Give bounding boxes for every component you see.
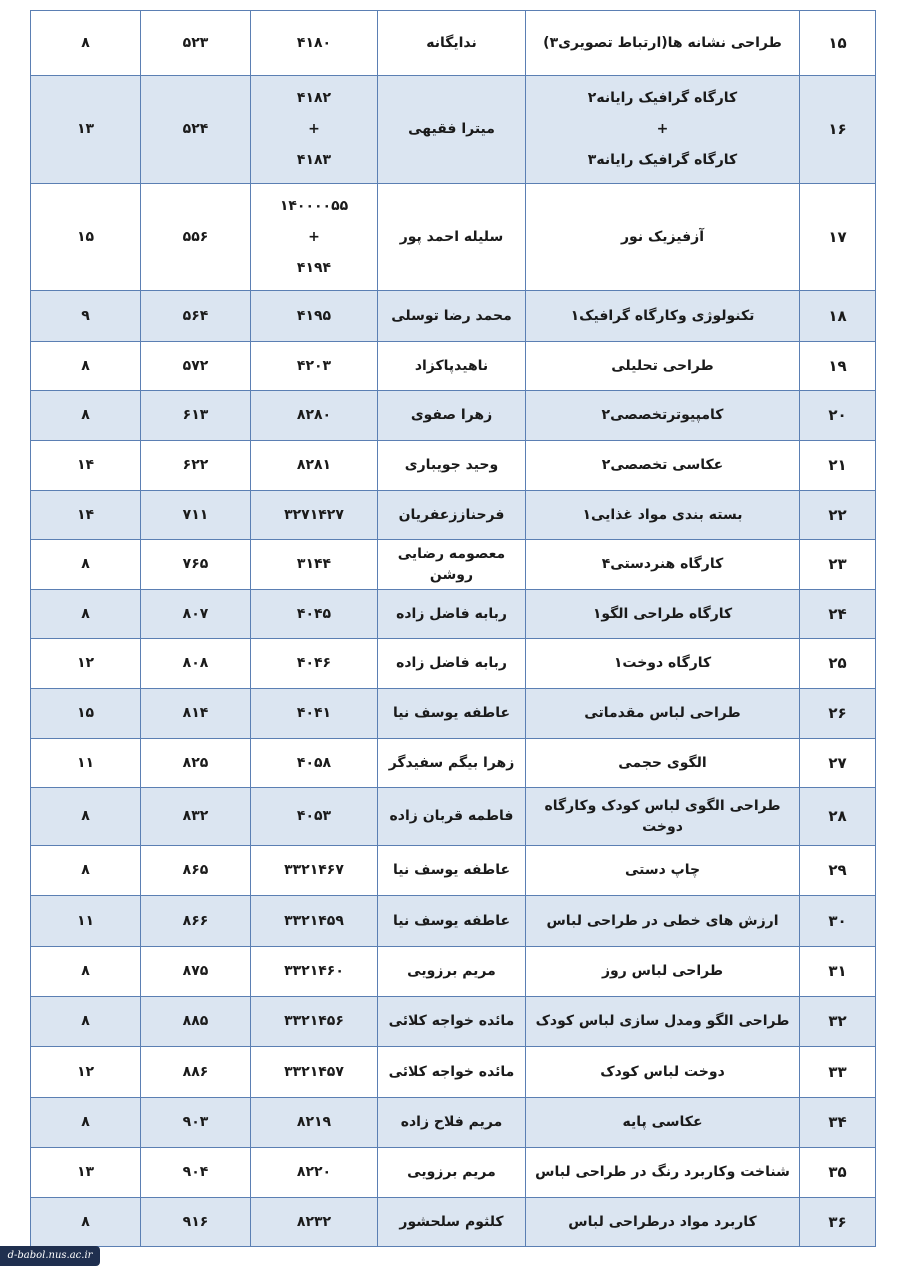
course-code-cell: ۴۰۴۱ bbox=[251, 689, 378, 739]
student-count-cell: ۱۴ bbox=[31, 441, 141, 491]
course-code-cell-line: ۴۱۹۴ bbox=[296, 259, 332, 276]
course-code-cell: ۴۰۵۳ bbox=[251, 788, 378, 846]
student-count-cell: ۱۴ bbox=[31, 491, 141, 540]
instructor-cell: فاطمه قربان زاده bbox=[378, 788, 526, 846]
row-number-cell: ۲۱ bbox=[800, 441, 876, 491]
student-count-cell: ۸ bbox=[31, 1098, 141, 1148]
row-number-cell: ۲۶ bbox=[800, 689, 876, 739]
table-row bbox=[31, 441, 876, 491]
course-title-cell: عکاسی پایه bbox=[526, 1098, 800, 1148]
instructor-cell: وحید جویباری bbox=[378, 441, 526, 491]
course-code-cell: ۴۲۰۳ bbox=[251, 342, 378, 391]
course-code-cell: ۴۱۹۵ bbox=[251, 291, 378, 342]
course-title-cell: کامپیوترتخصصی۲ bbox=[526, 391, 800, 441]
student-count-cell: ۱۲ bbox=[31, 1047, 141, 1098]
table-row bbox=[31, 76, 876, 184]
group-code-cell: ۹۱۶ bbox=[141, 1198, 251, 1247]
course-title-cell: کارگاه طراحی الگو۱ bbox=[526, 590, 800, 639]
group-code-cell: ۷۶۵ bbox=[141, 540, 251, 590]
instructor-cell: محمد رضا توسلی bbox=[378, 291, 526, 342]
instructor-cell: زهرا بیگم سفیدگر bbox=[378, 739, 526, 788]
course-title-cell: آزفیزیک نور bbox=[526, 184, 800, 291]
course-code-cell-line: ۱۴۰۰۰۰۵۵ bbox=[279, 197, 349, 214]
row-number-cell: ۲۸ bbox=[800, 788, 876, 846]
group-code-cell: ۶۱۳ bbox=[141, 391, 251, 441]
student-count-cell: ۱۱ bbox=[31, 739, 141, 788]
instructor-cell: مائده خواجه کلائی bbox=[378, 997, 526, 1047]
row-number-cell: ۱۹ bbox=[800, 342, 876, 391]
course-title-cell: شناخت وکاربرد رنگ در طراحی لباس bbox=[526, 1148, 800, 1198]
row-number-cell: ۱۷ bbox=[800, 184, 876, 291]
course-code-cell-line: + bbox=[308, 121, 320, 137]
instructor-cell: ناهیدپاکزاد bbox=[378, 342, 526, 391]
student-count-cell: ۱۱ bbox=[31, 896, 141, 947]
instructor-cell: فرحناززعفریان bbox=[378, 491, 526, 540]
group-code-cell: ۵۲۳ bbox=[141, 11, 251, 76]
course-title-cell: طراحی لباس مقدماتی bbox=[526, 689, 800, 739]
group-code-cell: ۸۰۸ bbox=[141, 639, 251, 689]
table-row bbox=[31, 184, 876, 291]
table-row bbox=[31, 540, 876, 590]
student-count-cell: ۸ bbox=[31, 590, 141, 639]
row-number-cell: ۳۶ bbox=[800, 1198, 876, 1247]
group-code-cell: ۸۷۵ bbox=[141, 947, 251, 997]
group-code-cell: ۸۰۷ bbox=[141, 590, 251, 639]
row-number-cell: ۲۵ bbox=[800, 639, 876, 689]
instructor-cell: معصومه رضایی روشن bbox=[378, 540, 526, 590]
course-title-cell-line: + bbox=[656, 121, 669, 137]
table-row bbox=[31, 997, 876, 1047]
group-code-cell: ۸۸۵ bbox=[141, 997, 251, 1047]
table-row bbox=[31, 739, 876, 788]
course-table-body bbox=[31, 11, 876, 1247]
table-row bbox=[31, 1148, 876, 1198]
course-title-cell: ارزش های خطی در طراحی لباس bbox=[526, 896, 800, 947]
course-code-cell-line: ۴۱۸۳ bbox=[296, 152, 332, 168]
course-title-cell: الگوی حجمی bbox=[526, 739, 800, 788]
instructor-cell: کلثوم سلحشور bbox=[378, 1198, 526, 1247]
student-count-cell: ۱۳ bbox=[31, 1148, 141, 1198]
group-code-cell: ۹۰۴ bbox=[141, 1148, 251, 1198]
table-row bbox=[31, 491, 876, 540]
table-row bbox=[31, 11, 876, 76]
row-number-cell: ۳۳ bbox=[800, 1047, 876, 1098]
course-title-cell: بسته بندی مواد غذایی۱ bbox=[526, 491, 800, 540]
course-code-cell-line: ۴۱۸۲ bbox=[296, 90, 332, 106]
course-title-cell: عکاسی تخصصی۲ bbox=[526, 441, 800, 491]
student-count-cell: ۱۲ bbox=[31, 639, 141, 689]
student-count-cell: ۱۳ bbox=[31, 76, 141, 184]
group-code-cell: ۸۶۶ bbox=[141, 896, 251, 947]
group-code-cell: ۸۸۶ bbox=[141, 1047, 251, 1098]
instructor-cell: مریم برزویی bbox=[378, 1148, 526, 1198]
row-number-cell: ۳۵ bbox=[800, 1148, 876, 1198]
table-row bbox=[31, 639, 876, 689]
instructor-cell: ربابه فاضل زاده bbox=[378, 639, 526, 689]
row-number-cell: ۱۸ bbox=[800, 291, 876, 342]
course-code-cell bbox=[251, 184, 378, 291]
table-row bbox=[31, 342, 876, 391]
group-code-cell: ۵۲۴ bbox=[141, 76, 251, 184]
instructor-cell: عاطفه یوسف نیا bbox=[378, 689, 526, 739]
table-row bbox=[31, 788, 876, 846]
course-title-cell bbox=[526, 76, 800, 184]
row-number-cell: ۳۰ bbox=[800, 896, 876, 947]
row-number-cell: ۳۴ bbox=[800, 1098, 876, 1148]
group-code-cell: ۷۱۱ bbox=[141, 491, 251, 540]
instructor-cell: زهرا صفوی bbox=[378, 391, 526, 441]
table-row bbox=[31, 590, 876, 639]
course-code-cell: ۸۲۱۹ bbox=[251, 1098, 378, 1148]
instructor-cell: مریم فلاح زاده bbox=[378, 1098, 526, 1148]
course-title-cell: طراحی الگو ومدل سازی لباس کودک bbox=[526, 997, 800, 1047]
table-row bbox=[31, 291, 876, 342]
course-title-cell: کارگاه هنردستی۴ bbox=[526, 540, 800, 590]
row-number-cell: ۲۷ bbox=[800, 739, 876, 788]
table-row bbox=[31, 846, 876, 896]
group-code-cell: ۵۷۲ bbox=[141, 342, 251, 391]
course-code-cell: ۳۳۲۱۴۵۶ bbox=[251, 997, 378, 1047]
student-count-cell: ۹ bbox=[31, 291, 141, 342]
instructor-cell: عاطفه یوسف نیا bbox=[378, 896, 526, 947]
table-row bbox=[31, 1198, 876, 1247]
group-code-cell: ۸۳۲ bbox=[141, 788, 251, 846]
course-code-cell: ۴۰۵۸ bbox=[251, 739, 378, 788]
student-count-cell: ۸ bbox=[31, 11, 141, 76]
course-code-cell: ۴۱۸۰ bbox=[251, 11, 378, 76]
table-row bbox=[31, 391, 876, 441]
course-title-cell: کارگاه دوخت۱ bbox=[526, 639, 800, 689]
course-title-cell: چاپ دستی bbox=[526, 846, 800, 896]
row-number-cell: ۲۴ bbox=[800, 590, 876, 639]
course-code-cell: ۴۰۴۶ bbox=[251, 639, 378, 689]
course-code-cell-line: + bbox=[308, 228, 320, 245]
row-number-cell: ۳۱ bbox=[800, 947, 876, 997]
course-title-cell: طراحی لباس روز bbox=[526, 947, 800, 997]
course-title-cell-line: کارگاه گرافیک رایانه۳ bbox=[587, 152, 738, 168]
course-code-cell: ۳۲۷۱۴۲۷ bbox=[251, 491, 378, 540]
course-title-cell: طراحی نشانه ها(ارتباط تصویری۳) bbox=[526, 11, 800, 76]
student-count-cell: ۸ bbox=[31, 391, 141, 441]
course-code-cell: ۸۲۸۱ bbox=[251, 441, 378, 491]
course-code-cell: ۳۳۲۱۴۵۹ bbox=[251, 896, 378, 947]
instructor-cell: مائده خواجه کلائی bbox=[378, 1047, 526, 1098]
student-count-cell: ۱۵ bbox=[31, 184, 141, 291]
table-row bbox=[31, 1047, 876, 1098]
instructor-cell: سلیله احمد پور bbox=[378, 184, 526, 291]
course-title-cell: طراحی الگوی لباس کودک وکارگاه دوخت bbox=[526, 788, 800, 846]
course-code-cell: ۸۲۲۰ bbox=[251, 1148, 378, 1198]
student-count-cell: ۸ bbox=[31, 997, 141, 1047]
row-number-cell: ۲۹ bbox=[800, 846, 876, 896]
course-code-cell: ۴۰۴۵ bbox=[251, 590, 378, 639]
student-count-cell: ۸ bbox=[31, 788, 141, 846]
course-title-cell: طراحی تحلیلی bbox=[526, 342, 800, 391]
table-row bbox=[31, 1098, 876, 1148]
group-code-cell: ۸۶۵ bbox=[141, 846, 251, 896]
instructor-cell: ربابه فاضل زاده bbox=[378, 590, 526, 639]
student-count-cell: ۸ bbox=[31, 846, 141, 896]
instructor-cell: عاطفه یوسف نیا bbox=[378, 846, 526, 896]
student-count-cell: ۸ bbox=[31, 947, 141, 997]
course-code-cell: ۳۳۲۱۴۶۰ bbox=[251, 947, 378, 997]
course-code-cell: ۳۱۴۴ bbox=[251, 540, 378, 590]
course-title-cell: کاربرد مواد درطراحی لباس bbox=[526, 1198, 800, 1247]
course-code-cell: ۸۲۸۰ bbox=[251, 391, 378, 441]
course-title-cell-line: کارگاه گرافیک رایانه۲ bbox=[587, 90, 738, 106]
instructor-cell: میترا فقیهی bbox=[378, 76, 526, 184]
group-code-cell: ۶۲۲ bbox=[141, 441, 251, 491]
instructor-cell: ندایگانه bbox=[378, 11, 526, 76]
row-number-cell: ۱۵ bbox=[800, 11, 876, 76]
student-count-cell: ۱۵ bbox=[31, 689, 141, 739]
student-count-cell: ۸ bbox=[31, 1198, 141, 1247]
course-code-cell bbox=[251, 76, 378, 184]
group-code-cell: ۸۱۴ bbox=[141, 689, 251, 739]
group-code-cell: ۵۵۶ bbox=[141, 184, 251, 291]
row-number-cell: ۲۰ bbox=[800, 391, 876, 441]
row-number-cell: ۳۲ bbox=[800, 997, 876, 1047]
group-code-cell: ۸۲۵ bbox=[141, 739, 251, 788]
group-code-cell: ۹۰۳ bbox=[141, 1098, 251, 1148]
student-count-cell: ۸ bbox=[31, 540, 141, 590]
course-title-cell: تکنولوژی وکارگاه گرافیک۱ bbox=[526, 291, 800, 342]
course-title-cell: دوخت لباس کودک bbox=[526, 1047, 800, 1098]
course-code-cell: ۸۲۳۲ bbox=[251, 1198, 378, 1247]
course-table bbox=[30, 10, 876, 1247]
row-number-cell: ۲۲ bbox=[800, 491, 876, 540]
table-row bbox=[31, 896, 876, 947]
footer-watermark: d-babol.nus.ac.ir bbox=[0, 1246, 100, 1266]
table-row bbox=[31, 689, 876, 739]
row-number-cell: ۲۳ bbox=[800, 540, 876, 590]
course-code-cell: ۳۳۲۱۴۵۷ bbox=[251, 1047, 378, 1098]
group-code-cell: ۵۶۴ bbox=[141, 291, 251, 342]
row-number-cell: ۱۶ bbox=[800, 76, 876, 184]
table-row bbox=[31, 947, 876, 997]
student-count-cell: ۸ bbox=[31, 342, 141, 391]
instructor-cell: مریم برزویی bbox=[378, 947, 526, 997]
course-code-cell: ۳۳۲۱۴۶۷ bbox=[251, 846, 378, 896]
